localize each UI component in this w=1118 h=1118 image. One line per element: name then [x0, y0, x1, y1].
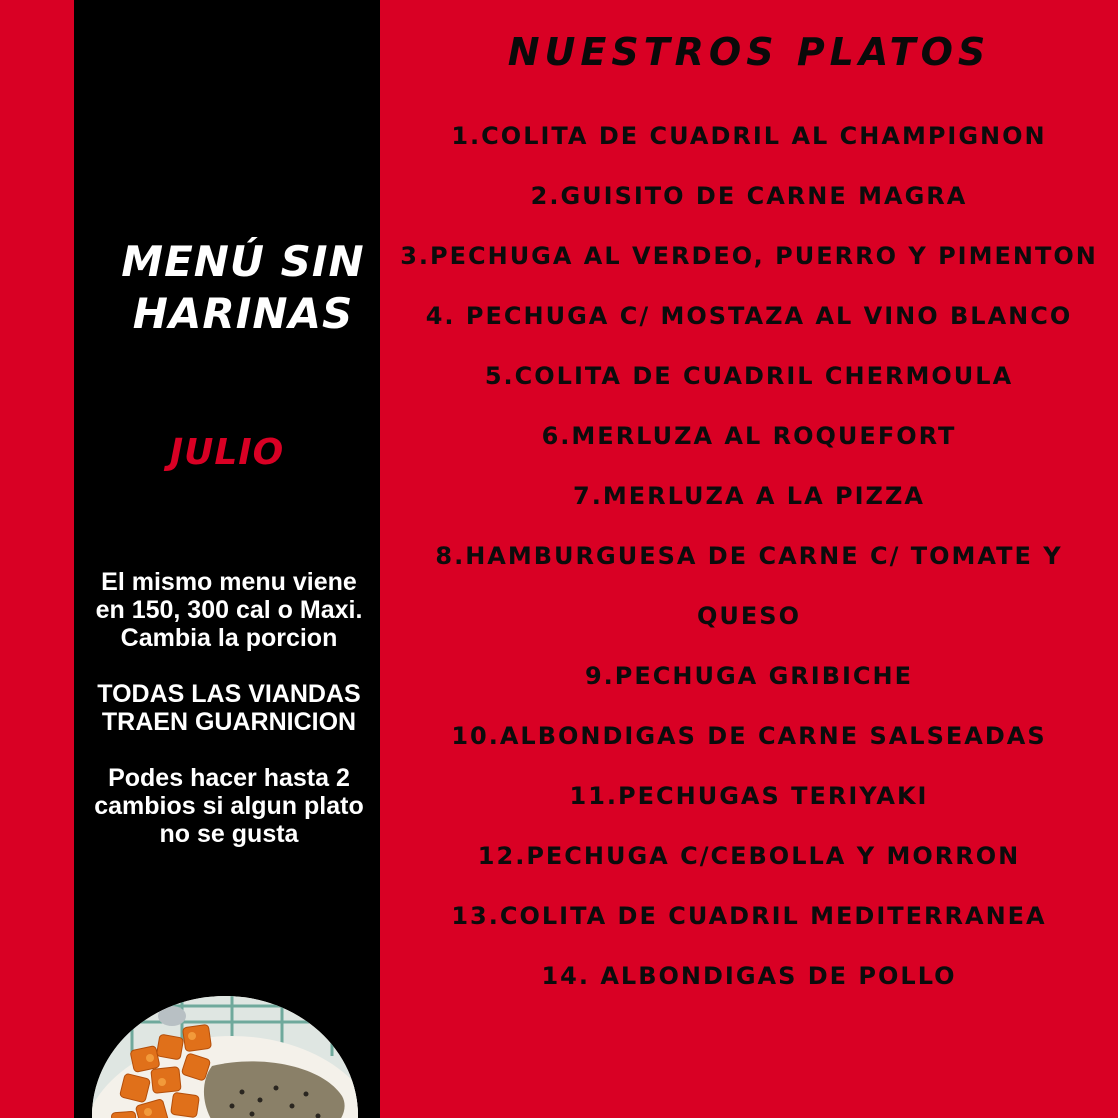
dish-item: 5.COLITA DE CUADRIL CHERMOULA [484, 362, 1014, 390]
dish-item: 2.GUISITO DE CARNE MAGRA [530, 182, 968, 210]
dish-item: 3.PECHUGA AL VERDEO, PUERRO Y PIMENTON [400, 242, 1098, 270]
menu-title-line-2: HARINAS [132, 289, 354, 338]
note-changes: Podes hacer hasta 2 cambios si algun plato no se gusta [94, 764, 364, 848]
dish-photo-illustration [92, 996, 358, 1118]
dish-item: 4. PECHUGA C/ MOSTAZA AL VINO BLANCO [425, 302, 1073, 330]
dish-item: 7.MERLUZA A LA PIZZA [573, 482, 925, 510]
dish-item: 10.ALBONDIGAS DE CARNE SALSEADAS [451, 722, 1047, 750]
sidebar-panel [74, 0, 380, 1118]
note-garnish: TODAS LAS VIANDAS TRAEN GUARNICION [97, 680, 361, 736]
dish-item: 12.PECHUGA C/CEBOLLA Y MORRON [477, 842, 1021, 870]
dish-item-continued: QUESO [697, 602, 801, 630]
month-label: JULIO [169, 432, 285, 473]
dish-item: 13.COLITA DE CUADRIL MEDITERRANEA [451, 902, 1047, 930]
dish-list [380, 106, 1118, 1006]
dish-item: 8.HAMBURGUESA DE CARNE C/ TOMATE Y [435, 542, 1063, 570]
menu-title-line-1: MENÚ SIN [121, 237, 365, 286]
dish-item: 9.PECHUGA GRIBICHE [584, 662, 914, 690]
menu-notes [94, 568, 364, 876]
main-title: NUESTROS PLATOS [507, 30, 991, 74]
dish-item: 14. ALBONDIGAS DE POLLO [541, 962, 957, 990]
note-portion: El mismo menu viene en 150, 300 cal o Maxi. Cambia la porcion [95, 568, 363, 652]
dish-photo [92, 996, 358, 1118]
dish-item: 1.COLITA DE CUADRIL AL CHAMPIGNON [451, 122, 1047, 150]
dish-item: 11.PECHUGAS TERIYAKI [569, 782, 929, 810]
dish-item: 6.MERLUZA AL ROQUEFORT [541, 422, 957, 450]
menu-title [74, 236, 380, 340]
